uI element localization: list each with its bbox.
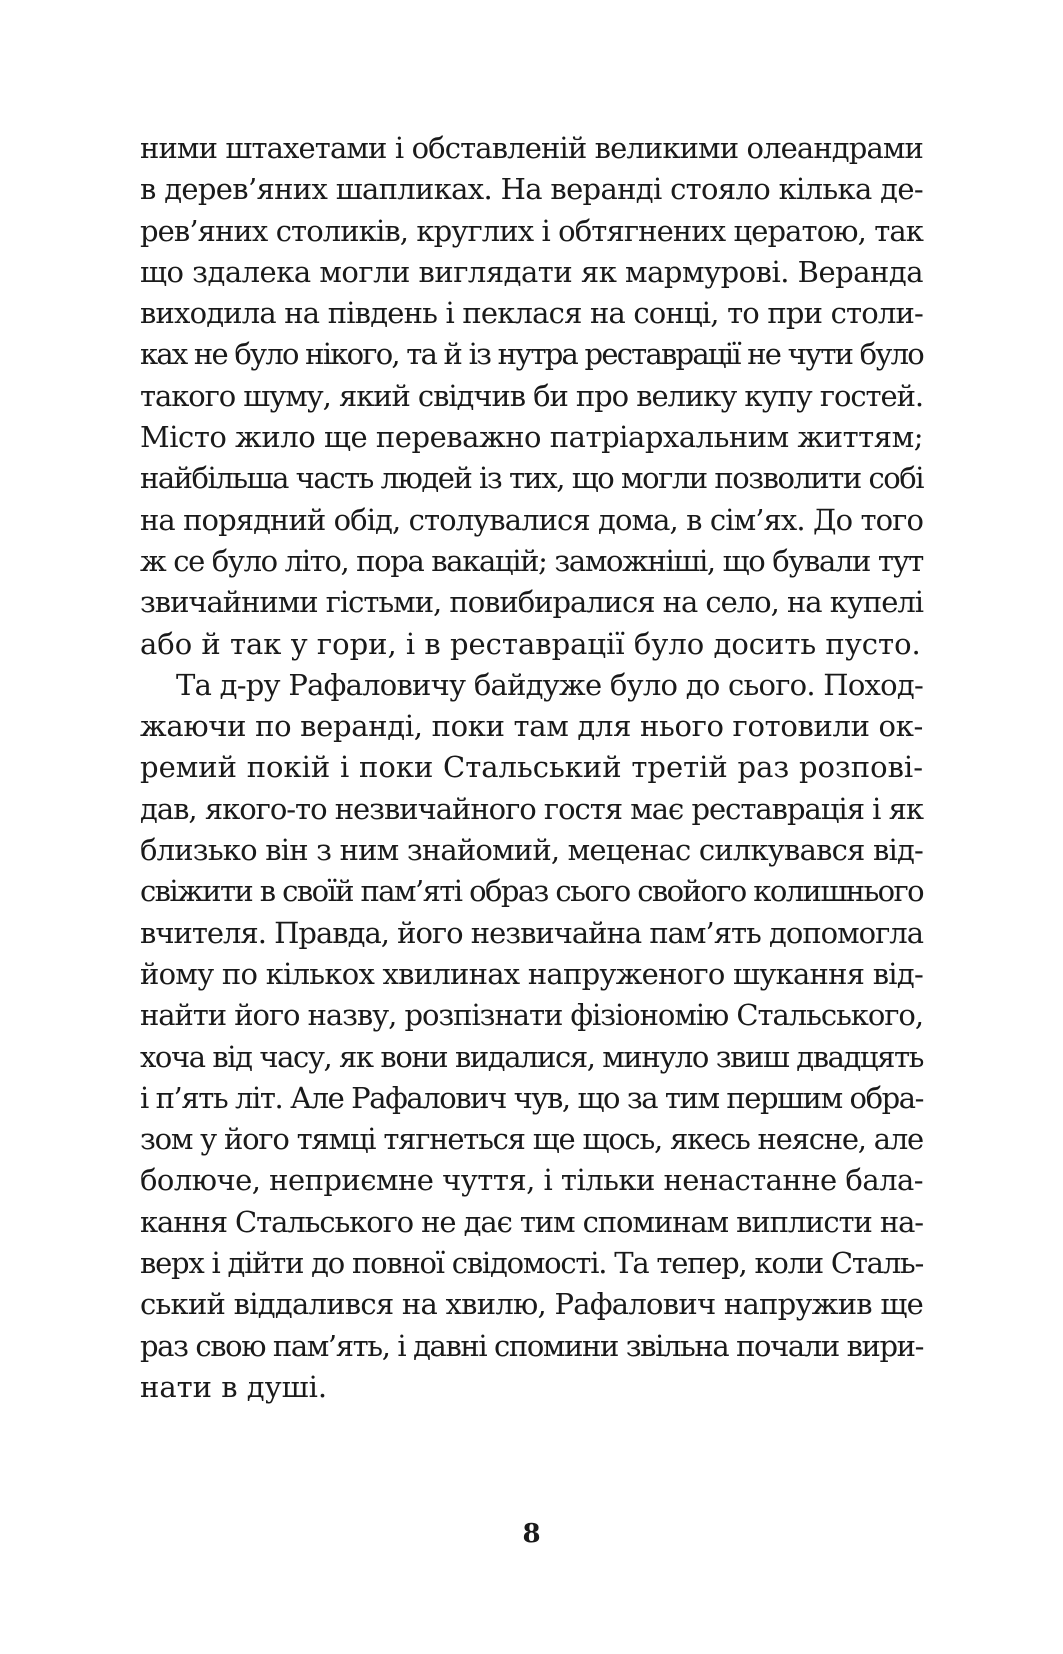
text-line: на порядний обід, столувалися дома, в сім’ях. До того: [140, 502, 923, 537]
text-line: ними штахетами і обставленій великими олеандрами: [140, 131, 923, 165]
text-line: рев’яних столиків, круглих і обтягнених цератою, так: [140, 213, 924, 248]
text-line: Місто жило ще переважно патріархальним життям;: [140, 420, 924, 455]
text-line: Та д-ру Рафаловичу байдуже було до сього. Поход-: [176, 667, 923, 702]
text-line: ж се було літо, пора вакацій; заможніші, що бували тут: [140, 543, 923, 578]
page-number: 8: [522, 1519, 541, 1549]
text-line: такого шуму, який свідчив би про велику купу гостей.: [140, 378, 923, 413]
text-line: вчителя. Правда, його незвичайна пам’ять допомогла: [140, 915, 924, 950]
text-line: верх і дійти до повної свідомості. Та тепер, коли Сталь-: [140, 1246, 924, 1281]
text-line: ремий покій і поки Стальський третій раз розпові-: [140, 750, 923, 785]
text-line: нати в душі.: [140, 1369, 328, 1404]
paragraph-2: [140, 665, 923, 1408]
text-line: хоча від часу, як вони видалися, минуло звиш двадцять: [140, 1039, 923, 1074]
text-line: свіжити в своїй пам’яті образ сього свойого колишнього: [140, 874, 924, 909]
paragraph-1: [140, 128, 923, 665]
text-line: або й так у гори, і в реставрації було досить пусто.: [140, 626, 921, 661]
text-line: болюче, неприємне чуття, і тільки ненастанне бала-: [140, 1163, 924, 1198]
text-line: дав, якого-то незвичайного гостя має реставрація і як: [140, 791, 924, 826]
text-line: зом у його тямці тягнеться ще щось, якесь неясне, але: [140, 1122, 923, 1157]
text-line: ках не було нікого, та й із нутра реставрації не чути було: [140, 337, 923, 372]
body-text: [140, 128, 923, 1408]
text-line: звичайними гістьми, повибиралися на село, на купелі: [140, 585, 923, 620]
text-line: кання Стальського не дає тим споминам виплисти на-: [140, 1204, 924, 1239]
text-line: раз свою пам’ять, і давні спомини звільна почали вири-: [140, 1328, 923, 1363]
text-line: що здалека могли виглядати як мармурові. Веранда: [140, 254, 923, 289]
text-line: і п’ять літ. Але Рафалович чув, що за тим першим обра-: [140, 1080, 924, 1115]
text-line: найти його назву, розпізнати фізіономію Стальського,: [140, 998, 924, 1033]
text-line: виходила на південь і пеклася на сонці, то при столи-: [140, 296, 923, 331]
text-line: ський віддалився на хвилю, Рафалович напружив ще: [140, 1287, 924, 1322]
text-line: найбільша часть людей із тих, що могли позволити собі: [140, 461, 924, 496]
text-line: в дерев’яних шапликах. На веранді стояло кілька де-: [140, 172, 923, 207]
text-line: близько він з ним знайомий, меценас силкувався від-: [140, 833, 924, 868]
text-line: йому по кількох хвилинах напруженого шукання від-: [140, 956, 923, 991]
text-line: жаючи по веранді, поки там для нього готовили ок-: [140, 709, 924, 744]
